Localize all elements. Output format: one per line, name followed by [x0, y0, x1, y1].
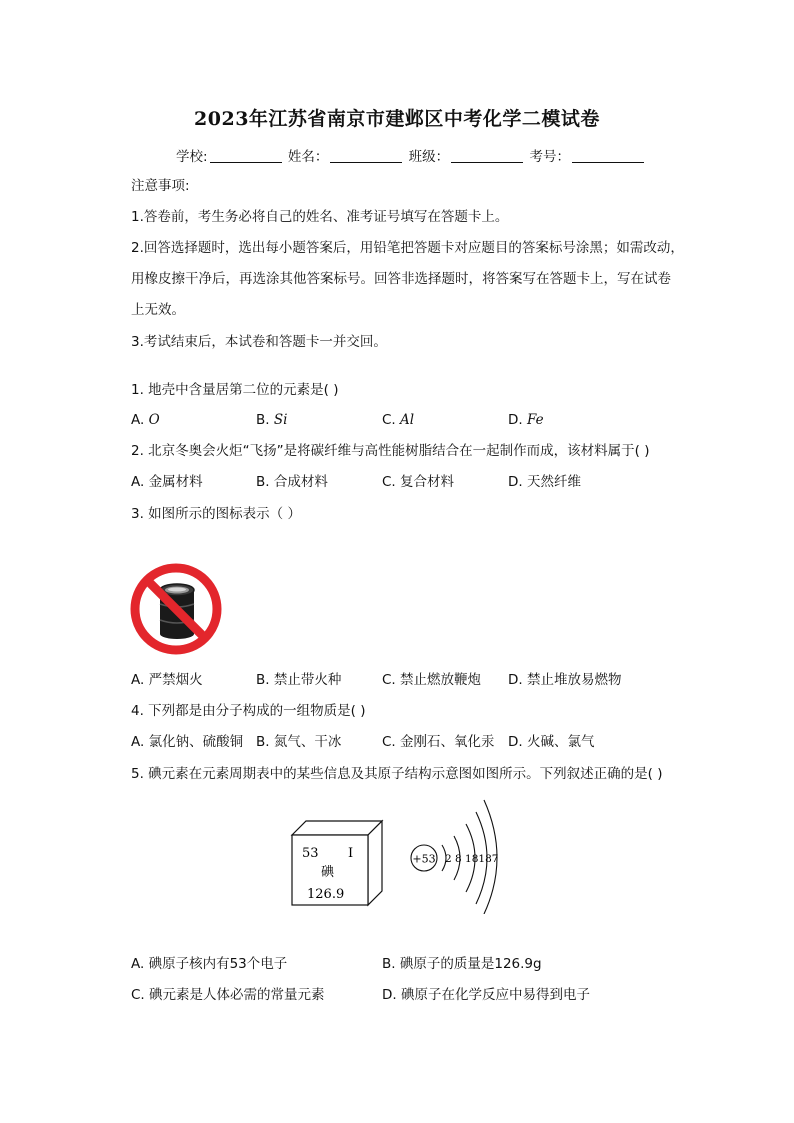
option-d: D. 碘原子在化学反应中易得到电子: [382, 987, 590, 1003]
element-name: 碘: [321, 865, 335, 880]
note-line: 2.回答选择题时，选出每小题答案后，用铅笔把答题卡对应题目的答案标号涂黑；如需改动，: [131, 240, 684, 256]
exam-no-blank: [572, 148, 644, 163]
option-a: A. 金属材料: [131, 474, 203, 490]
option-c: C. 金刚石、氧化汞: [382, 734, 495, 750]
notes-title: 注意事项:: [131, 178, 190, 194]
option-a: A. O: [131, 412, 160, 428]
note-line: 用橡皮擦干净后，再选涂其他答案标号。回答非选择题时，将答案写在答题卡上，写在试卷: [131, 271, 671, 287]
question-stem: 2. 北京冬奥会火炬“飞扬”是将碳纤维与高性能树脂结合在一起制作而成，该材料属于( ): [131, 443, 650, 459]
question-stem: 5. 碘元素在元素周期表中的某些信息及其原子结构示意图如图所示。下列叙述正确的是( ): [131, 766, 663, 782]
option-b: B. 氮气、干冰: [256, 734, 342, 750]
option-d: D. 火碱、氯气: [508, 734, 595, 750]
option-c: C. Al: [382, 412, 415, 428]
class-blank: [451, 148, 523, 163]
option-a: A. 严禁烟火: [131, 672, 203, 688]
iodine-atom-structure-diagram: [404, 790, 510, 914]
school-label: 学校:: [176, 149, 208, 165]
element-atomic-number: 53: [302, 846, 319, 861]
name-blank: [330, 148, 402, 163]
nucleus-charge: +53: [412, 852, 436, 866]
element-atomic-mass: 126.9: [307, 887, 345, 902]
element-symbol: I: [348, 846, 354, 861]
student-info-line: [176, 145, 646, 165]
electron-shells: 2 8 18187: [445, 853, 499, 865]
iodine-element-card: [290, 819, 386, 907]
option-b: B. 禁止带火种: [256, 672, 342, 688]
note-line: 上无效。: [131, 302, 185, 318]
school-blank: [210, 148, 282, 163]
option-c: C. 禁止燃放鞭炮: [382, 672, 482, 688]
option-b: B. 碘原子的质量是126.9g: [382, 956, 542, 972]
option-d: D. Fe: [508, 412, 544, 428]
option-a: A. 氯化钠、硫酸铜: [131, 734, 244, 750]
option-d: D. 天然纤维: [508, 474, 581, 490]
note-line: 1.答卷前，考生务必将自己的姓名、准考证号填写在答题卡上。: [131, 209, 509, 225]
page-title: 2023年江苏省南京市建邺区中考化学二模试卷: [194, 108, 600, 130]
question-stem: 3. 如图所示的图标表示（ ）: [131, 506, 301, 522]
exam-no-label: 考号：: [529, 149, 570, 165]
class-label: 班级：: [408, 149, 450, 165]
option-d: D. 禁止堆放易燃物: [508, 672, 622, 688]
note-line: 3.考试结束后，本试卷和答题卡一并交回。: [131, 334, 387, 350]
option-a: A. 碘原子核内有53个电子: [131, 956, 288, 972]
option-b: B. 合成材料: [256, 474, 328, 490]
question-stem: 4. 下列都是由分子构成的一组物质是( ): [131, 703, 366, 719]
option-c: C. 碘元素是人体必需的常量元素: [131, 987, 325, 1003]
question-stem: 1. 地壳中含量居第二位的元素是( ): [131, 382, 339, 398]
option-b: B. Si: [256, 412, 288, 428]
no-flammable-storage-sign-icon: [129, 562, 223, 656]
option-c: C. 复合材料: [382, 474, 455, 490]
name-label: 姓名：: [287, 149, 329, 165]
